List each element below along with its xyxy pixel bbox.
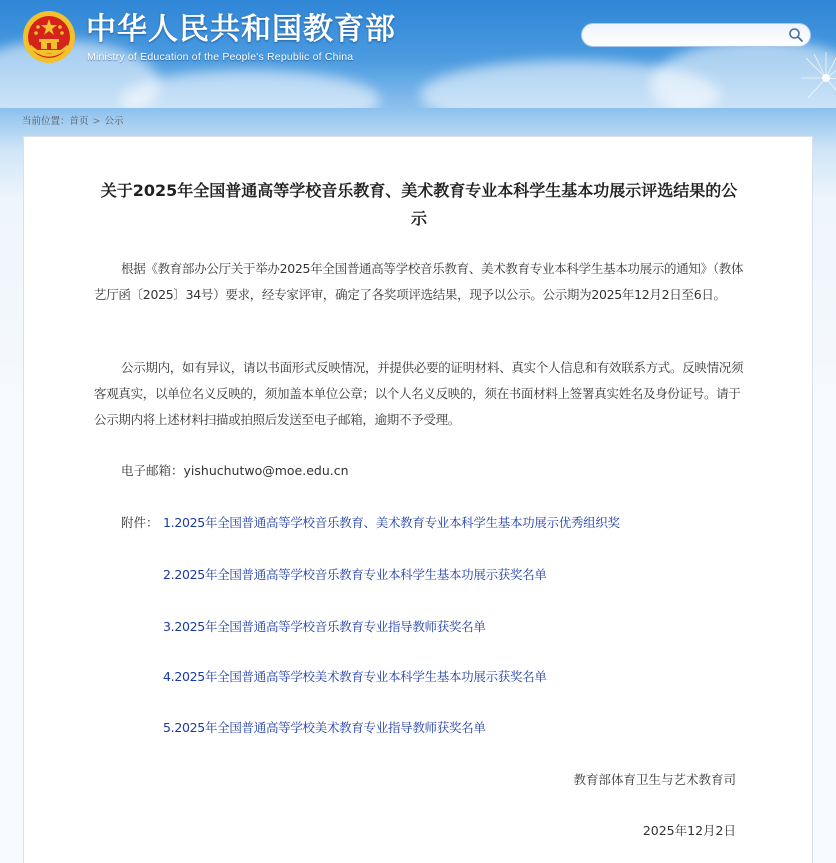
attachments-label: 附件： [121,515,159,530]
breadcrumb-home-link[interactable]: 首页 [69,116,89,127]
article-card [23,136,813,863]
dandelion-decoration [796,48,836,108]
cloud-decoration [120,70,380,108]
national-emblem-icon[interactable] [22,10,76,64]
site-title[interactable]: 中华人民共和国教育部 [86,12,396,47]
email-address: yishuchutwo@moe.edu.cn [183,463,349,478]
breadcrumb-current-link[interactable]: 公示 [104,116,124,127]
email-line [121,461,349,479]
search-icon[interactable] [788,27,804,43]
signature-date: 2025年12月2日 [642,823,736,838]
article-title: 关于2025年全国普通高等学校音乐教育、美术教育专业本科学生基本功展示评选结果的公示 [100,181,738,228]
attachment-link-2[interactable]: 2.2025年全国普通高等学校音乐教育专业本科学生基本功展示获奖名单 [163,567,547,582]
site-header [0,0,836,108]
attachment-link-1[interactable]: 1.2025年全国普通高等学校音乐教育、美术教育专业本科学生基本功展示优秀组织奖 [163,515,620,530]
signature-department: 教育部体育卫生与艺术教育司 [573,772,736,787]
breadcrumb-label: 当前位置： [22,116,70,127]
search-input[interactable] [592,27,776,45]
breadcrumb [22,113,124,127]
search-box[interactable] [581,23,811,47]
site-subtitle: Ministry of Education of the People's Republic of China [87,51,354,63]
attachment-link-4[interactable]: 4.2025年全国普通高等学校美术教育专业本科学生基本功展示获奖名单 [163,669,547,684]
article-paragraph-1: 根据《教育部办公厅关于举办2025年全国普通高等学校音乐教育、美术教育专业本科学生基本功展示的通知》（教体艺厅函〔2025〕34号）要求，经专家评审，确定了各奖项评选结果，现予以公示。公示期为2025年12月2日至6日。 [94,261,744,302]
article-paragraph-2: 公示期内，如有异议，请以书面形式反映情况，并提供必要的证明材料、真实个人信息和有效联系方式。反映情况须客观真实，以单位名义反映的，须加盖本单位公章；以个人名义反映的，须在书面材料上签署真实姓名及身份证号。请于公示期内将上述材料扫描或拍照后发送至电子邮箱，逾期不予受理。 [94,360,744,427]
email-label: 电子邮箱： [121,463,184,478]
attachment-link-3[interactable]: 3.2025年全国普通高等学校音乐教育专业指导教师获奖名单 [163,619,486,634]
attachment-link-5[interactable]: 5.2025年全国普通高等学校美术教育专业指导教师获奖名单 [163,720,486,735]
breadcrumb-separator: > [92,116,101,127]
